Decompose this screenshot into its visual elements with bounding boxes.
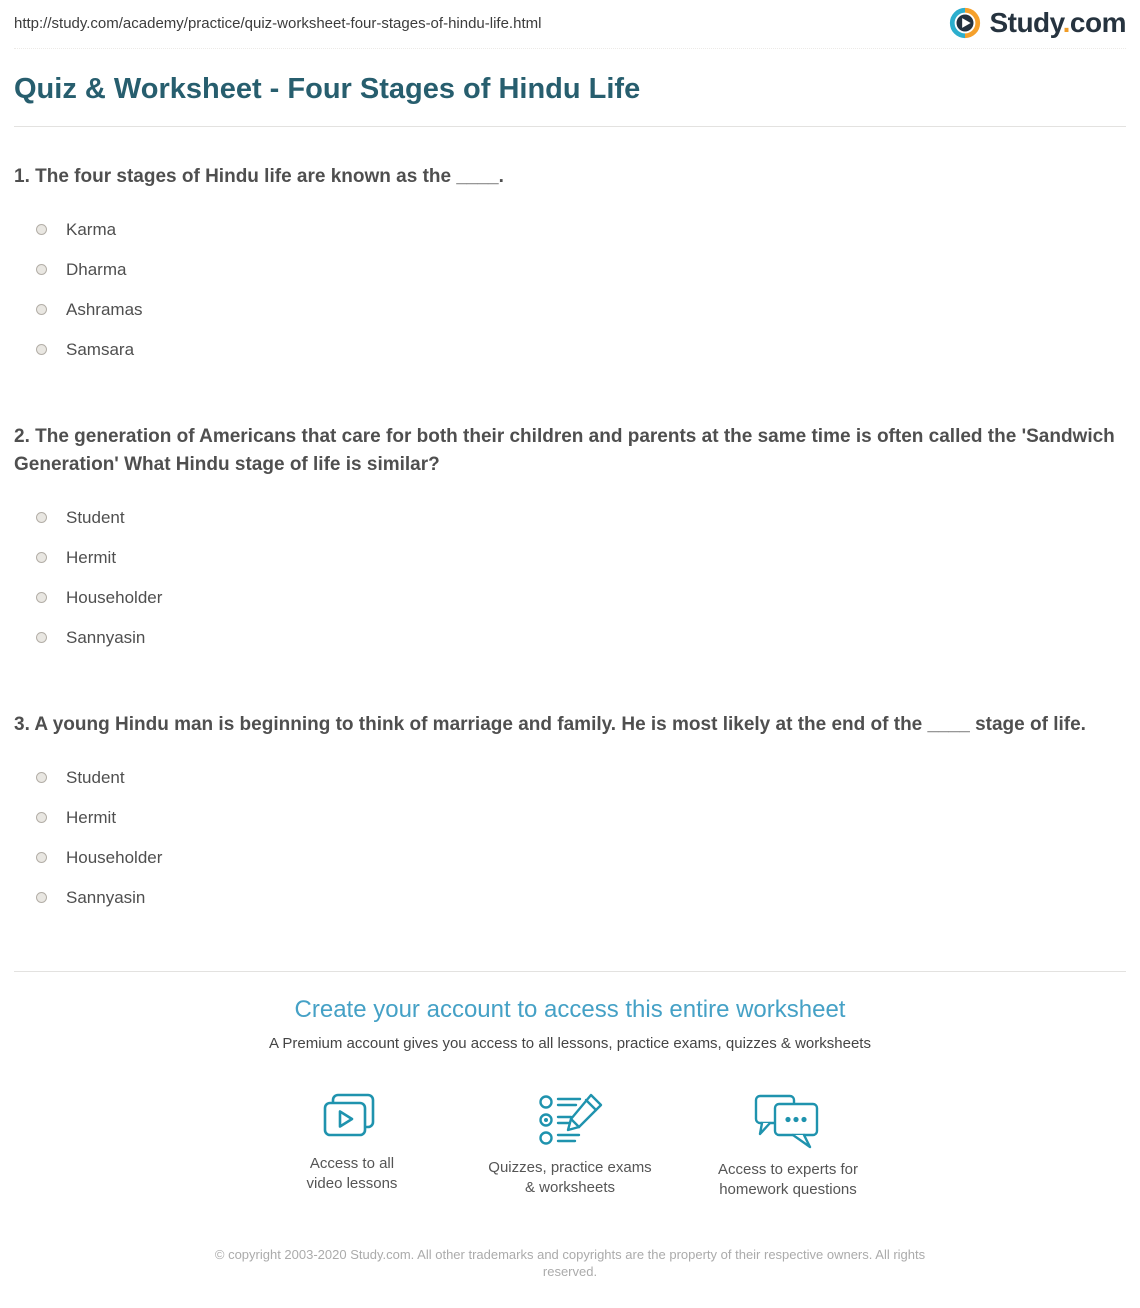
cta-section: [14, 972, 1126, 1200]
title-divider: [14, 126, 1126, 127]
question-block-1: [14, 163, 1126, 369]
question-block-2: [14, 423, 1126, 657]
answer-option-label: Dharma: [66, 259, 127, 279]
answer-option[interactable]: [14, 797, 1126, 837]
cta-heading[interactable]: Create your account to access this entire worksheet: [294, 996, 846, 1023]
answer-option-label: Hermit: [66, 547, 117, 567]
feature-quizzes-worksheets: [461, 1092, 679, 1200]
radio-button[interactable]: [36, 852, 47, 863]
answer-option-label: Student: [66, 507, 125, 527]
answer-option-label: Householder: [66, 587, 163, 607]
play-circle-icon: [948, 6, 982, 40]
answer-option-label: Sannyasin: [66, 887, 146, 907]
answer-option-label: Samsara: [66, 339, 135, 359]
answer-option[interactable]: [14, 289, 1126, 329]
radio-button[interactable]: [36, 592, 47, 603]
radio-button[interactable]: [36, 812, 47, 823]
answer-option-label: Sannyasin: [66, 627, 146, 647]
feature-label: Quizzes, practice exams & worksheets: [488, 1159, 652, 1196]
quiz-worksheet-icon: [535, 1092, 605, 1148]
question-text: 2. The generation of Americans that care for both their children and parents at the same time is often called the 'Sandwich Generation' What Hindu stage of life is similar?: [14, 426, 1115, 475]
answer-option[interactable]: [14, 497, 1126, 537]
answer-option[interactable]: [14, 209, 1126, 249]
page-url: http://study.com/academy/practice/quiz-worksheet-four-stages-of-hindu-life.html: [14, 14, 542, 32]
options-list: [14, 497, 1126, 657]
feature-label: Access to experts for homework questions: [717, 1161, 859, 1198]
logo-dot: .: [1062, 7, 1070, 38]
options-list: [14, 757, 1126, 917]
answer-option[interactable]: [14, 757, 1126, 797]
feature-list: [14, 1092, 1126, 1200]
radio-button[interactable]: [36, 772, 47, 783]
video-lessons-icon: [320, 1092, 384, 1144]
radio-button[interactable]: [36, 264, 47, 275]
page-title: Quiz & Worksheet - Four Stages of Hindu Life: [14, 73, 641, 105]
logo-wordmark: Study.com: [989, 7, 1126, 38]
radio-button[interactable]: [36, 224, 47, 235]
radio-button[interactable]: [36, 632, 47, 643]
answer-option[interactable]: [14, 249, 1126, 289]
cta-subheading: A Premium account gives you access to all lessons, practice exams, quizzes & worksheets: [269, 1035, 871, 1052]
answer-option-label: Student: [66, 767, 125, 787]
header: [14, 0, 1126, 49]
answer-option[interactable]: [14, 577, 1126, 617]
answer-option-label: Ashramas: [66, 299, 143, 319]
question-block-3: [14, 711, 1126, 917]
radio-button[interactable]: [36, 344, 47, 355]
radio-button[interactable]: [36, 892, 47, 903]
answer-option-label: Hermit: [66, 807, 117, 827]
feature-label: Access to all video lessons: [306, 1155, 398, 1192]
radio-button[interactable]: [36, 304, 47, 315]
answer-option[interactable]: [14, 329, 1126, 369]
feature-video-lessons: [243, 1092, 461, 1200]
copyright-notice: © copyright 2003-2020 Study.com. All other trademarks and copyrights are the property of their respective owners. All rights reserved.: [214, 1247, 926, 1279]
answer-option[interactable]: [14, 537, 1126, 577]
question-text: 3. A young Hindu man is beginning to think of marriage and family. He is most likely at the end of the ____ stage of life.: [14, 714, 1086, 735]
studycom-logo[interactable]: [948, 6, 1126, 40]
answer-option-label: Karma: [66, 219, 117, 239]
question-text: 1. The four stages of Hindu life are known as the ____.: [14, 166, 504, 187]
chat-experts-icon: [752, 1092, 824, 1150]
answer-option-label: Householder: [66, 847, 163, 867]
options-list: [14, 209, 1126, 369]
radio-button[interactable]: [36, 512, 47, 523]
answer-option[interactable]: [14, 617, 1126, 657]
radio-button[interactable]: [36, 552, 47, 563]
answer-option[interactable]: [14, 877, 1126, 917]
feature-expert-help: [679, 1092, 897, 1200]
answer-option[interactable]: [14, 837, 1126, 877]
